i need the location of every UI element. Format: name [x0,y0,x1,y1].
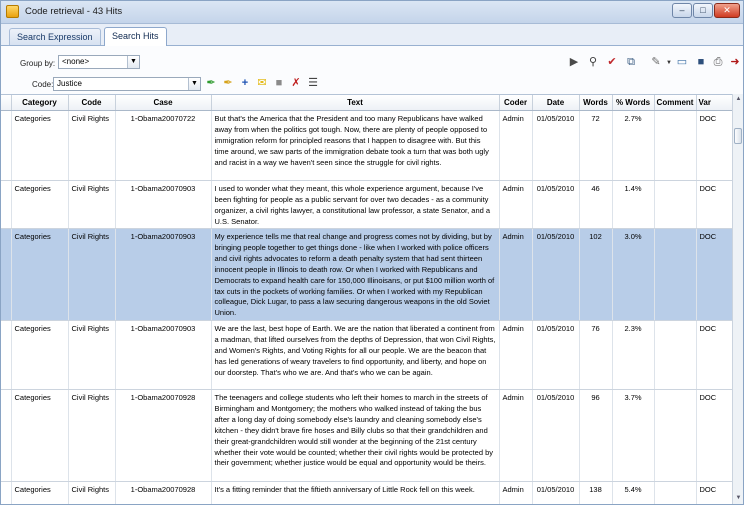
search-hits-grid [1,94,743,505]
cell-category: Categories [11,181,68,229]
cell-code: Civil Rights [68,482,115,505]
cell-comment[interactable] [654,321,696,390]
cell-code: Civil Rights [68,181,115,229]
print-icon[interactable]: ⎙ [713,56,723,68]
cell-date: 01/05/2010 [532,181,579,229]
column-header[interactable]: Code [68,95,115,111]
cell-text[interactable]: I used to wonder what they meant, this whole experience argument, because I've been fighting for people as a public servant for over two decades - as a community organizer, a civil rights lawyer, a constitutional law professor, a state Senator, and a U.S. Senator. [211,181,499,229]
cell-category: Categories [11,390,68,482]
header-row [1,95,738,111]
hits-table [1,95,739,505]
row-selector[interactable] [1,321,11,390]
close-icon: ✕ [723,5,731,15]
title-bar[interactable] [1,1,743,24]
cell-percent-words: 3.7% [612,390,654,482]
cell-code: Civil Rights [68,321,115,390]
chevron-down-icon[interactable]: ▼ [666,60,672,66]
code-label: Code: [32,80,54,89]
export-icon[interactable]: ▶ [569,56,579,68]
cell-var: DOC [696,321,738,390]
row-selector[interactable] [1,482,11,505]
column-header[interactable]: Var [696,95,738,111]
column-header[interactable]: Date [532,95,579,111]
column-header[interactable]: Words [579,95,612,111]
cell-date: 01/05/2010 [532,111,579,181]
cell-percent-words: 1.4% [612,181,654,229]
cell-text[interactable]: My experience tells me that real change and progress comes not by dividing, but by bringing people together to get things done - like when I worked with police officers and civil rights advocates to reform a death penalty system that had sent thirteen innocent people in Illinois to death row. Or when I worked with Republicans and Democrats to expand health care for 150,000 Illinoisans, or put $100 million worth of tax cuts in the pockets of working families. Or when I worked with my Republican colleague, Dick Lugar, to pass a law securing dangerous weapons in the old Soviet Union. [211,229,499,321]
chevron-down-icon: ▼ [127,56,139,68]
cell-comment[interactable] [654,181,696,229]
cell-coder: Admin [499,482,532,505]
tab-bar [1,23,743,46]
column-header[interactable]: Comment [654,95,696,111]
cell-var: DOC [696,181,738,229]
cell-var: DOC [696,229,738,321]
cell-words: 72 [579,111,612,181]
cell-date: 01/05/2010 [532,321,579,390]
cell-percent-words: 2.7% [612,111,654,181]
group-by-label: Group by: [20,59,56,68]
column-header[interactable]: Category [11,95,68,111]
cell-words: 96 [579,390,612,482]
scroll-up-icon[interactable]: ▲ [735,96,742,102]
cell-coder: Admin [499,229,532,321]
cell-category: Categories [11,229,68,321]
table-row[interactable] [1,181,738,229]
column-header[interactable]: Case [115,95,211,111]
cell-case: 1-Obama20070903 [115,181,211,229]
table-row[interactable] [1,111,738,181]
cell-date: 01/05/2010 [532,482,579,505]
cell-category: Categories [11,482,68,505]
cell-case: 1-Obama20070903 [115,229,211,321]
remove-code-icon[interactable]: ✗ [291,77,301,89]
cell-text[interactable]: It's a fitting reminder that the fiftieth anniversary of Little Rock fell on this week. [211,482,499,505]
cell-case: 1-Obama20070928 [115,390,211,482]
cell-coder: Admin [499,390,532,482]
open-icon[interactable]: ▭ [676,56,688,68]
minimize-icon: – [679,5,685,15]
table-row[interactable] [1,321,738,390]
exit-icon[interactable]: ➜ [730,56,740,68]
scroll-down-icon[interactable]: ▼ [735,495,742,501]
cell-var: DOC [696,390,738,482]
vertical-scrollbar[interactable] [732,94,744,504]
close-button[interactable] [714,3,740,18]
column-header[interactable]: Text [211,95,499,111]
cell-case: 1-Obama20070928 [115,482,211,505]
cell-text[interactable]: We are the last, best hope of Earth. We are the nation that liberated a continent from a madman, that lifted ourselves from the depths of Depression, that won Civil Rights, and Women's Rights, and Voting Rights for all our people. We are the beacon that has led generations of weary travelers to find opportunity, and liberty, and hope on our doorstep. That's who we are. And that's who we can be again. [211,321,499,390]
cell-text[interactable]: The teenagers and college students who left their homes to march in the streets of Birmingham and Montgomery; the mothers who walked instead of taking the bus after a long day of doing somebody else's laundry and cleaning somebody else's kitchen - they didn't brave fire hoses and Billy clubs so that their grandchildren and their great-grandchildren would still wonder at the beginning of the 21st century whether their vote would be counted; whether their civil rights would be protected by their government; whether justice would be equal and opportunity would be theirs. [211,390,499,482]
chevron-down-icon: ▼ [188,78,200,90]
delete-icon[interactable]: ■ [275,77,283,89]
cell-coder: Admin [499,111,532,181]
window-title: Code retrieval - 43 Hits [25,6,123,17]
note-icon[interactable]: ✎ [651,56,661,68]
cell-case: 1-Obama20070722 [115,111,211,181]
cell-comment[interactable] [654,482,696,505]
cell-percent-words: 2.3% [612,321,654,390]
edit-code-icon[interactable]: ✒ [223,77,233,89]
cell-date: 01/05/2010 [532,390,579,482]
row-selector[interactable] [1,181,11,229]
cell-comment[interactable] [654,111,696,181]
maximize-button[interactable] [693,3,713,18]
cell-words: 138 [579,482,612,505]
code-highlighter-icon[interactable]: ✒ [206,77,216,89]
cell-comment[interactable] [654,390,696,482]
cell-code: Civil Rights [68,111,115,181]
cell-words: 46 [579,181,612,229]
table-row[interactable] [1,390,738,482]
cell-coder: Admin [499,181,532,229]
table-row[interactable] [1,482,738,505]
cell-date: 01/05/2010 [532,229,579,321]
toolbar [1,46,743,94]
tab-search-hits[interactable]: Search Hits [104,27,167,46]
cell-words: 102 [579,229,612,321]
row-selector[interactable] [1,111,11,181]
app-icon [6,5,19,18]
cell-words: 76 [579,321,612,390]
search-icon[interactable]: ⚲ [588,56,598,68]
cell-comment[interactable] [654,229,696,321]
add-icon[interactable]: + [241,77,249,89]
row-selector[interactable] [1,229,11,321]
cell-category: Categories [11,111,68,181]
column-header-select[interactable] [1,95,11,111]
maximize-icon: □ [700,5,706,15]
scroll-thumb[interactable] [734,128,742,144]
row-selector[interactable] [1,390,11,482]
cell-text[interactable]: But that's the America that the President and too many Republicans have walked away from when the politics got tough. Now, there are plenty of people opposed to immigration reform for principled reasons that I happen to disagree with. But this time around, we saw parts of the immigration debate took a turn that was both ugly and racist in a way we haven't seen since the struggle for civil rights. [211,111,499,181]
check-icon[interactable]: ✔ [607,56,617,68]
cell-code: Civil Rights [68,390,115,482]
cell-category: Categories [11,321,68,390]
column-header[interactable]: Coder [499,95,532,111]
cell-var: DOC [696,482,738,505]
minimize-button[interactable] [672,3,692,18]
column-header[interactable]: % Words [612,95,654,111]
cell-percent-words: 3.0% [612,229,654,321]
group-by-select[interactable] [58,55,140,69]
comment-icon[interactable]: ✉ [257,77,267,89]
group-by-value: <none> [62,57,90,66]
cell-percent-words: 5.4% [612,482,654,505]
tab-search-expression[interactable]: Search Expression [9,28,101,45]
cell-code: Civil Rights [68,229,115,321]
cell-var: DOC [696,111,738,181]
table-row-selected[interactable] [1,229,738,321]
code-select[interactable] [53,77,201,91]
cell-coder: Admin [499,321,532,390]
save-icon[interactable]: ■ [697,56,705,68]
code-value: Justice [57,79,82,88]
copy-icon[interactable]: ⧉ [627,56,635,68]
cell-case: 1-Obama20070903 [115,321,211,390]
columns-icon[interactable]: ☰ [308,77,318,89]
